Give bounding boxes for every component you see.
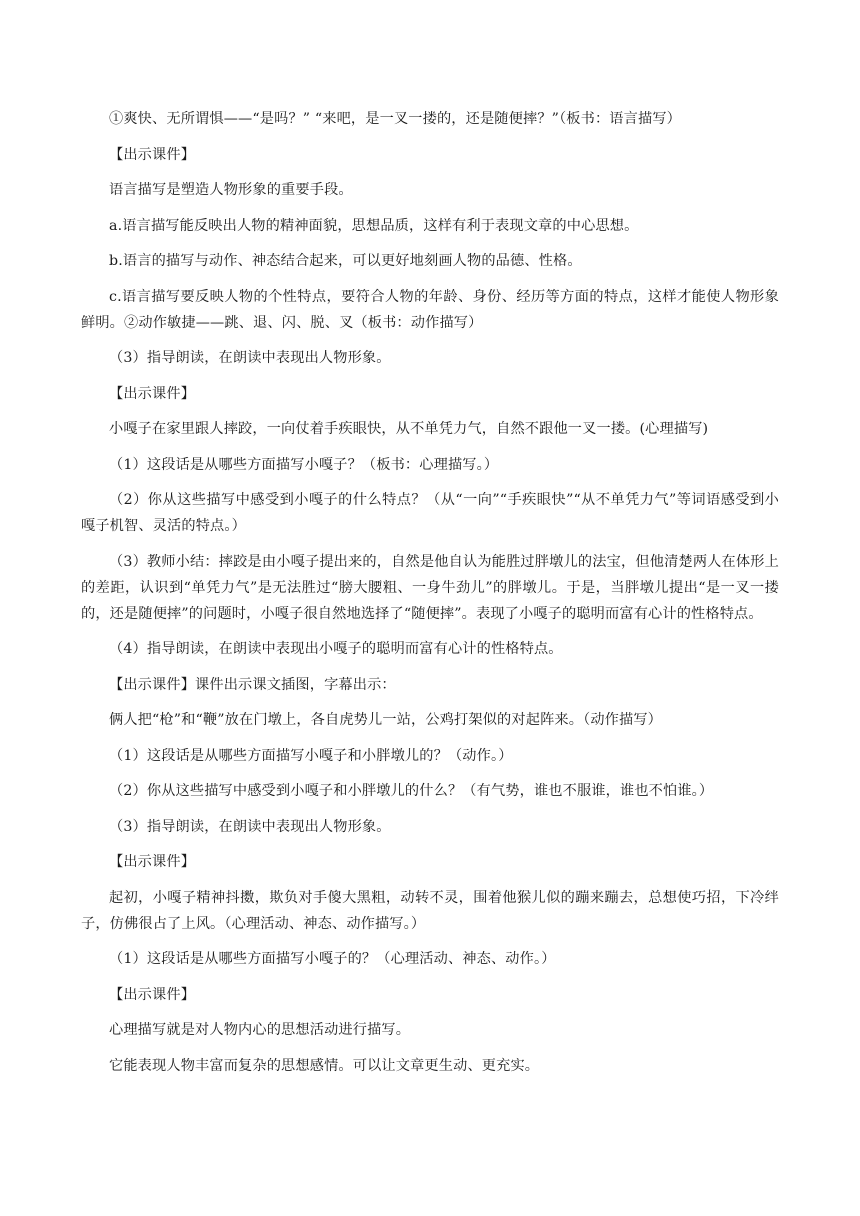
paragraph: （3）指导朗读，在朗读中表现出人物形象。 — [109, 350, 391, 366]
paragraph: （2）你从这些描写中感受到小嘎子和小胖墩儿的什么？（有气势，谁也不服谁，谁也不怕谁。） — [109, 783, 714, 799]
paragraph: （3）指导朗读，在朗读中表现出人物形象。 — [109, 818, 391, 835]
paragraph: （1）这段话是从哪些方面描写小嘎子？（板书：心理描写。） — [109, 456, 499, 473]
paragraph: a.语言描写能反映出人物的精神面貌，思想品质，这样有利于表现文章的中心思想。 — [109, 217, 639, 234]
paragraph: b.语言的描写与动作、神态结合起来，可以更好地刻画人物的品德、性格。 — [109, 253, 582, 269]
paragraph: （1）这段话是从哪些方面描写小嘎子的？（心理活动、神态、动作。） — [109, 951, 556, 967]
paragraph: 语言描写是塑造人物形象的重要手段。 — [109, 182, 353, 198]
paragraph: 起初，小嘎子精神抖擞，欺负对手傻大黑粗，动转不灵，围着他猴儿似的蹦来蹦去，总想使巧招，下冷绊子，仿佛很占了上风。（心理活动、神态、动作描写。） — [81, 889, 779, 932]
paragraph: 俩人把“枪”和“鞭”放在门墩上，各自虎势儿一站，公鸡打架似的对起阵来。（动作描写） — [109, 712, 663, 728]
paragraph: 【出示课件】 — [109, 385, 196, 402]
paragraph: （2）你从这些描写中感受到小嘎子的什么特点？（从“一向”“手疾眼快”“从不单凭力气”等词语感受到小嘎子机智、灵活的特点。） — [81, 492, 779, 534]
paragraph: 【出示课件】 — [109, 854, 196, 870]
paragraph: 【出示课件】课件出示课文插图，字幕出示： — [109, 676, 396, 693]
paragraph: 【出示课件】 — [109, 986, 196, 1003]
paragraph: （4）指导朗读，在朗读中表现出小嘎子的聪明而富有心计的性格特点。 — [109, 641, 563, 657]
paragraph: （1）这段话是从哪些方面描写小嘎子和小胖墩儿的？（动作。） — [109, 747, 513, 764]
document-body — [81, 106, 779, 1088]
paragraph: 心理描写就是对人物内心的思想活动进行描写。 — [109, 1022, 411, 1038]
paragraph: ①爽快、无所谓惧——“是吗？” “来吧，是一叉一搂的，还是随便摔？”（板书：语言描写） — [109, 111, 681, 127]
paragraph: c.语言描写要反映人物的个性特点，要符合人物的年龄、身份、经历等方面的特点，这样才能使人物形象鲜明。②动作敏捷——跳、退、闪、脱、叉（板书：动作描写） — [81, 288, 779, 331]
paragraph: 【出示课件】 — [109, 146, 196, 163]
paragraph: 小嘎子在家里跟人摔跤，一向仗着手疾眼快，从不单凭力气，自然不跟他一叉一搂。(心理描写) — [109, 421, 709, 437]
paragraph: （3）教师小结：摔跤是由小嘎子提出来的，自然是他自认为能胜过胖墩儿的法宝，但他清楚两人在体形上的差距，认识到“单凭力气”是无法胜过“膀大腰粗、一身牛劲儿”的胖墩儿。于是，当胖墩儿提出“是一叉一搂的，还是随便摔”的问题时，小嘎子很自然地选择了“随便摔”。表现了小嘎子的聪明而富有心计的性格特点。 — [81, 553, 779, 622]
paragraph: 它能表现人物丰富而复杂的思想感情。可以让文章更生动、更充实。 — [109, 1057, 540, 1074]
